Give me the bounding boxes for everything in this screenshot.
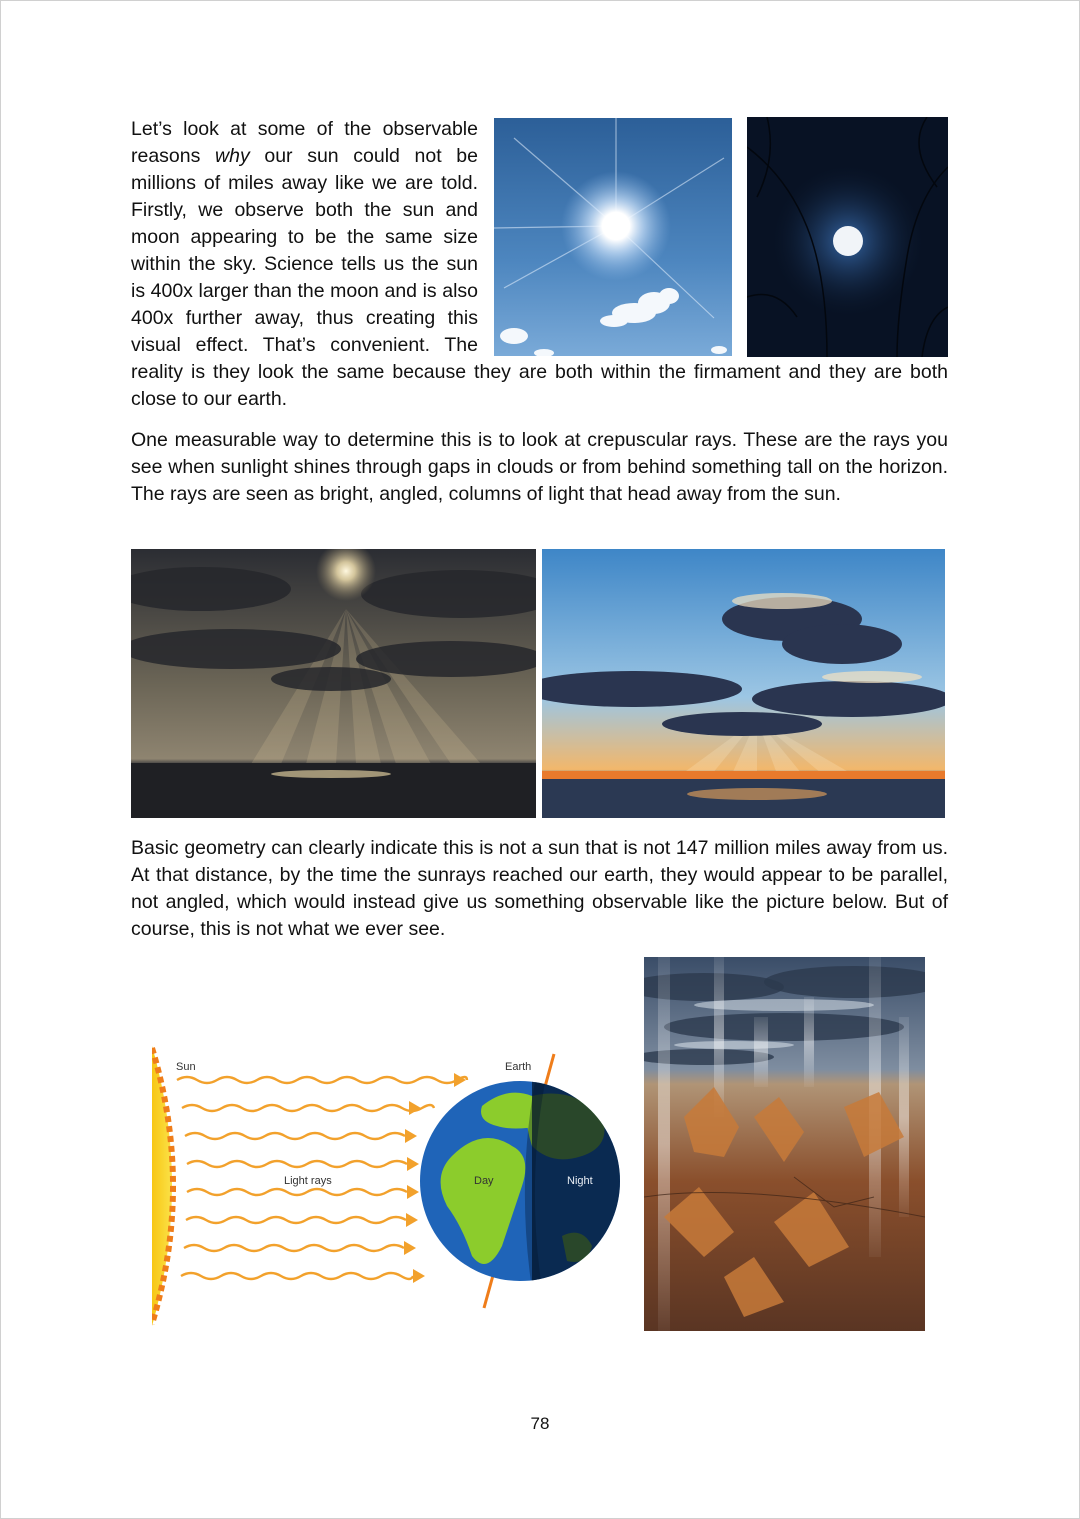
paragraph-geometry: Basic geometry can clearly indicate this is not a sun that is not 147 million miles away from us. At that distance, by the time the sunrays reached our earth, they would appear to be parallel, not angled, which would instead give us something observable like the picture below. But of course, this is not what we ever see. — [131, 837, 948, 940]
crepuscular-rays-photo-left — [131, 549, 536, 818]
light-rays-label: Light rays — [284, 1175, 332, 1187]
page-number: 78 — [530, 1414, 550, 1433]
sun-sky-photo — [494, 118, 732, 356]
moon-night-photo — [747, 117, 948, 357]
paragraph-intro-start: Let’s look at some of the observable reasons — [131, 118, 478, 167]
paragraph-intro-emphasis: why — [215, 145, 250, 167]
sun-earth-diagram — [152, 1046, 624, 1326]
day-label: Day — [474, 1175, 494, 1187]
paragraph-crepuscular: One measurable way to determine this is to look at crepuscular rays. These are the rays you see when sunlight shines through gaps in clouds or from behind something tall on the horizon. The rays are seen as bright, angled, columns of light that head away from the sun. — [131, 429, 948, 505]
earth-label: Earth — [505, 1061, 532, 1073]
parallel-rays-canyon-photo — [644, 957, 925, 1331]
paragraph-intro-rest: our sun could not be millions of miles away like we are told. Firstly, we observe both the sun and moon appearing to be the same size within the sky. Science tells us the sun is 400x larger than the moon and is also 400x further away, thus creating this visual effect. That’s convenient. The reality is they look the same because they are both within the firmament and they are both close to our earth. — [131, 145, 948, 410]
sun-label: Sun — [176, 1061, 196, 1073]
night-label: Night — [567, 1175, 593, 1187]
crepuscular-rays-photo-right — [542, 549, 945, 818]
